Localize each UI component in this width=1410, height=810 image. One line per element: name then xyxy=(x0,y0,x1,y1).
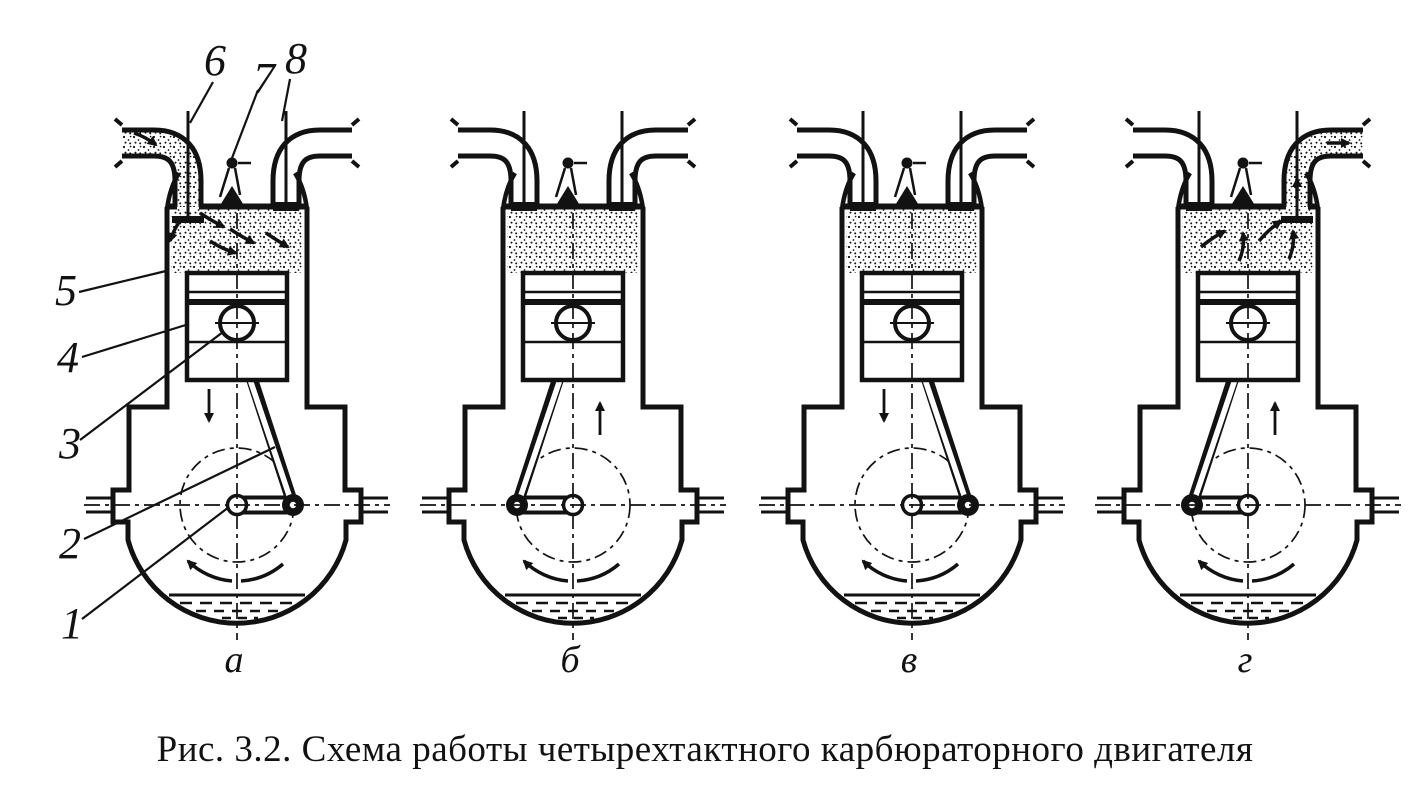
callout-number: 6 xyxy=(204,36,226,85)
callout-number: 3 xyxy=(59,419,81,468)
engine-diagram-2 xyxy=(420,111,726,681)
engine-diagram-3 xyxy=(759,111,1065,681)
exhaust-valve-closed xyxy=(609,202,635,211)
exhaust-valve-closed xyxy=(273,202,299,211)
rotation-arrow xyxy=(1199,561,1243,581)
callout-leader-cylinder xyxy=(79,271,166,292)
callout-number: 1 xyxy=(61,599,83,648)
exhaust-valve-disc-open xyxy=(1281,216,1313,223)
spark-plug-terminal xyxy=(563,158,574,169)
spark-plug xyxy=(1230,158,1262,208)
engine-diagram-1 xyxy=(84,111,390,681)
rotation-arrow xyxy=(241,564,283,581)
exhaust-pipe-flare xyxy=(352,119,359,167)
callout-number: 7 xyxy=(253,54,275,103)
panel-letter: б xyxy=(560,639,580,681)
figure-caption: Рис. 3.2. Схема работы четырехтактного карбюраторного двигателя xyxy=(156,729,1254,770)
rotation-arrow xyxy=(916,564,958,581)
callout-number: 2 xyxy=(59,519,81,568)
exhaust-pipe-flare xyxy=(688,119,695,167)
exhaust-pipe-flare xyxy=(1363,119,1370,167)
spark-plug-terminal xyxy=(227,158,238,169)
rotation-arrow xyxy=(188,561,232,581)
callout-leader-piston xyxy=(82,324,189,357)
exhaust-pipe-flare xyxy=(1027,119,1034,167)
spark-plug xyxy=(219,158,251,208)
spark-plug xyxy=(555,158,587,208)
rotation-arrow xyxy=(863,561,907,581)
intake-valve-closed xyxy=(511,202,537,211)
callout-number: 5 xyxy=(55,266,77,315)
callout-leader-piston-pin xyxy=(80,332,223,440)
callout-leader-intake-valve xyxy=(190,82,213,123)
panel-letter: а xyxy=(224,639,244,681)
rotation-arrow xyxy=(524,561,568,581)
rotation-arrow xyxy=(1252,564,1294,581)
exhaust-valve-closed xyxy=(948,202,974,211)
intake-valve-closed xyxy=(850,202,876,211)
panel-letter: г xyxy=(1237,639,1253,681)
intake-valve-disc-open xyxy=(172,216,204,223)
spark-plug-terminal xyxy=(1238,158,1249,169)
engine-diagram-4 xyxy=(1095,111,1401,681)
callout-number: 4 xyxy=(57,333,79,382)
intake-pipe-flare xyxy=(1126,119,1133,167)
intake-pipe-flare xyxy=(790,119,797,167)
intake-pipe-flare xyxy=(451,119,458,167)
intake-pipe-flare xyxy=(115,119,122,167)
panel-letter: в xyxy=(900,639,918,681)
spark-plug-terminal xyxy=(902,158,913,169)
callout-number: 8 xyxy=(285,34,307,83)
spark-plug xyxy=(894,158,926,208)
rotation-arrow xyxy=(577,564,619,581)
intake-valve-closed xyxy=(1186,202,1212,211)
